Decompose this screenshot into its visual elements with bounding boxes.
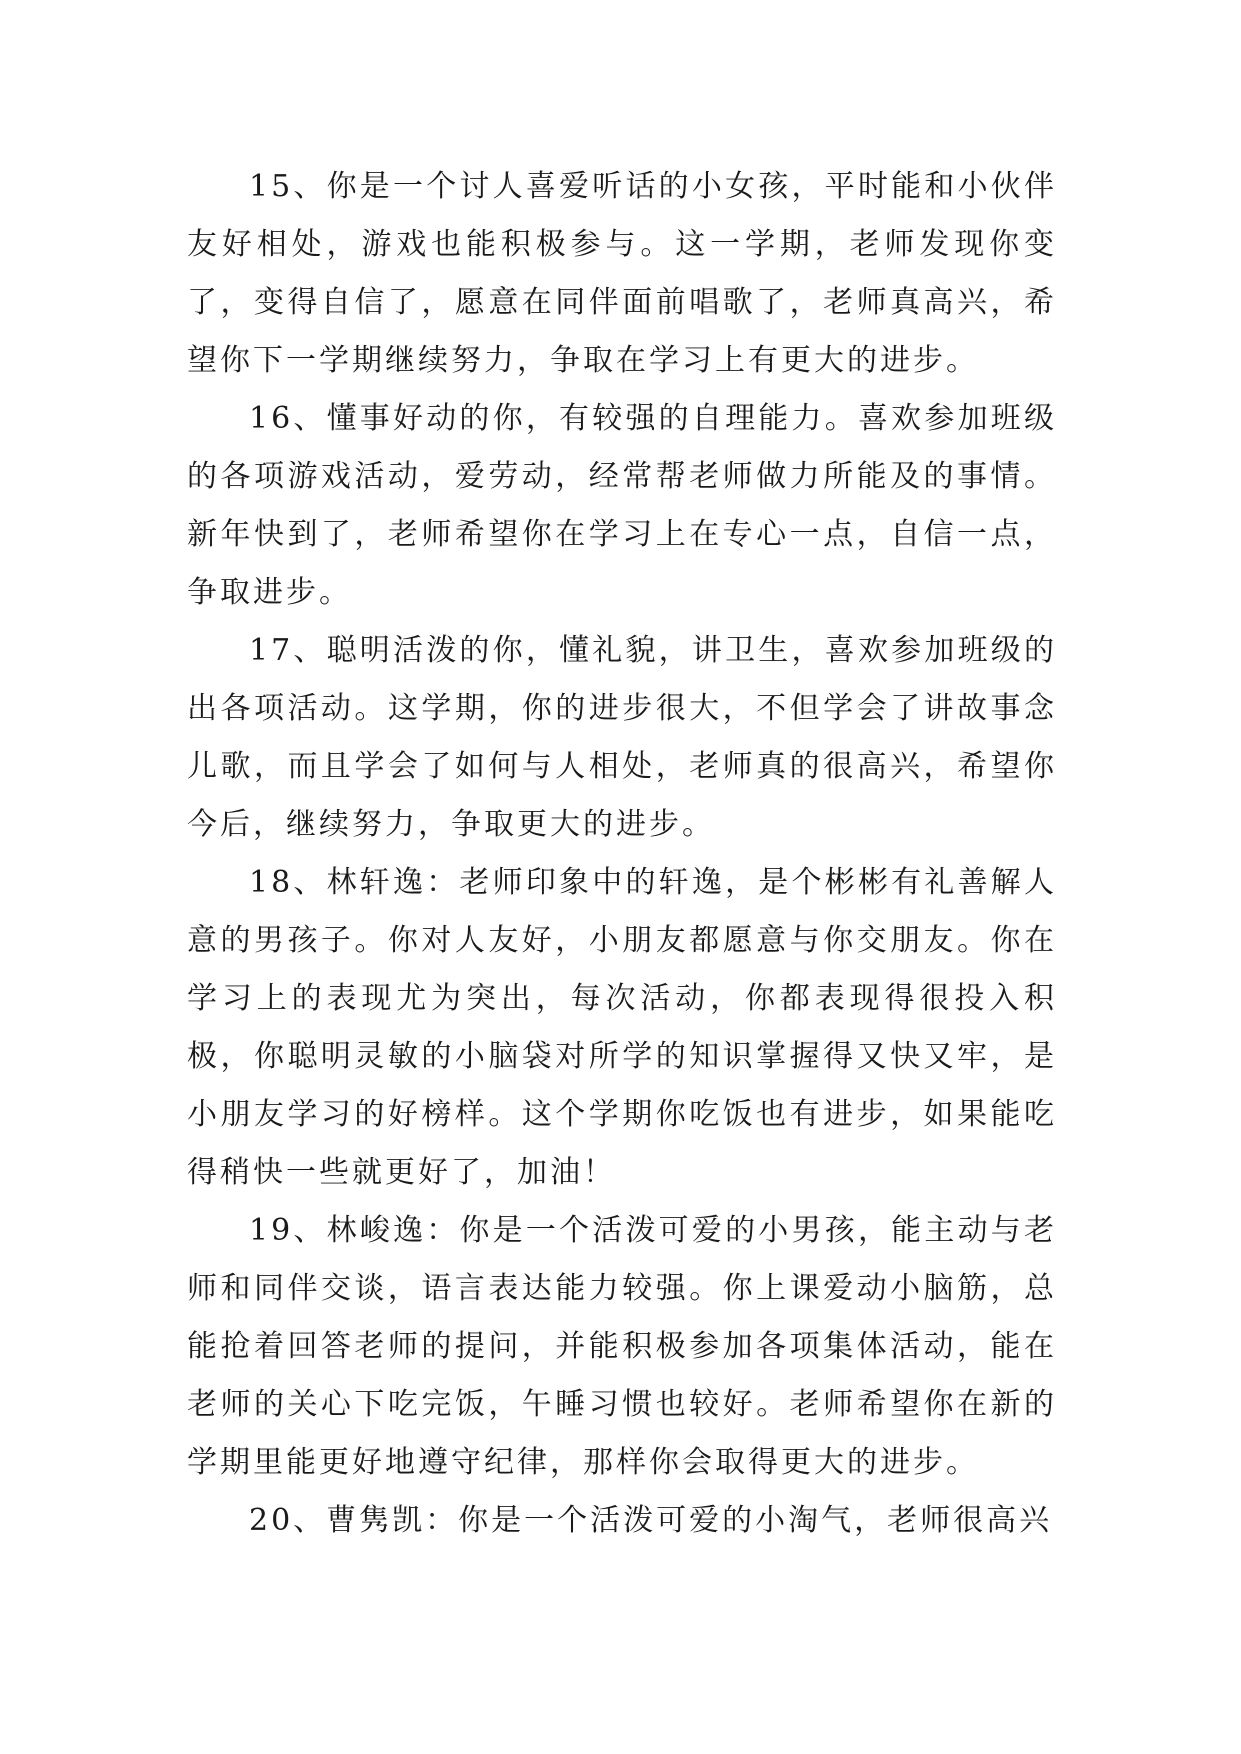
paragraph-16: 16、懂事好动的你，有较强的自理能力。喜欢参加班级的各项游戏活动，爱劳动，经常帮老师做力所能及的事情。新年快到了，老师希望你在学习上在专心一点，自信一点，争取进步。 (187, 401, 1057, 610)
paragraph-19: 19、林峻逸：你是一个活泼可爱的小男孩，能主动与老师和同伴交谈，语言表达能力较强。你上课爱动小脑筋，总能抢着回答老师的提问，并能积极参加各项集体活动，能在老师的关心下吃完饭，午睡习惯也较好。老师希望你在新的学期里能更好地遵守纪律，那样你会取得更大的进步。 (187, 1213, 1057, 1480)
paragraph-15: 15、你是一个讨人喜爱听话的小女孩，平时能和小伙伴友好相处，游戏也能积极参与。这一学期，老师发现你变了，变得自信了，愿意在同伴面前唱歌了，老师真高兴，希望你下一学期继续努力，争取在学习上有更大的进步。 (187, 169, 1057, 378)
document-body (187, 158, 1057, 1550)
paragraph-18: 18、林轩逸：老师印象中的轩逸，是个彬彬有礼善解人意的男孩子。你对人友好，小朋友都愿意与你交朋友。你在学习上的表现尤为突出，每次活动，你都表现得很投入积极，你聪明灵敏的小脑袋对所学的知识掌握得又快又牢，是小朋友学习的好榜样。这个学期你吃饭也有进步，如果能吃得稍快一些就更好了，加油！ (187, 865, 1057, 1190)
paragraph-17: 17、聪明活泼的你，懂礼貌，讲卫生，喜欢参加班级的出各项活动。这学期，你的进步很大，不但学会了讲故事念儿歌，而且学会了如何与人相处，老师真的很高兴，希望你今后，继续努力，争取更大的进步。 (187, 633, 1057, 842)
paragraph-20: 20、曹隽凯：你是一个活泼可爱的小淘气，老师很高兴 (249, 1503, 1053, 1538)
